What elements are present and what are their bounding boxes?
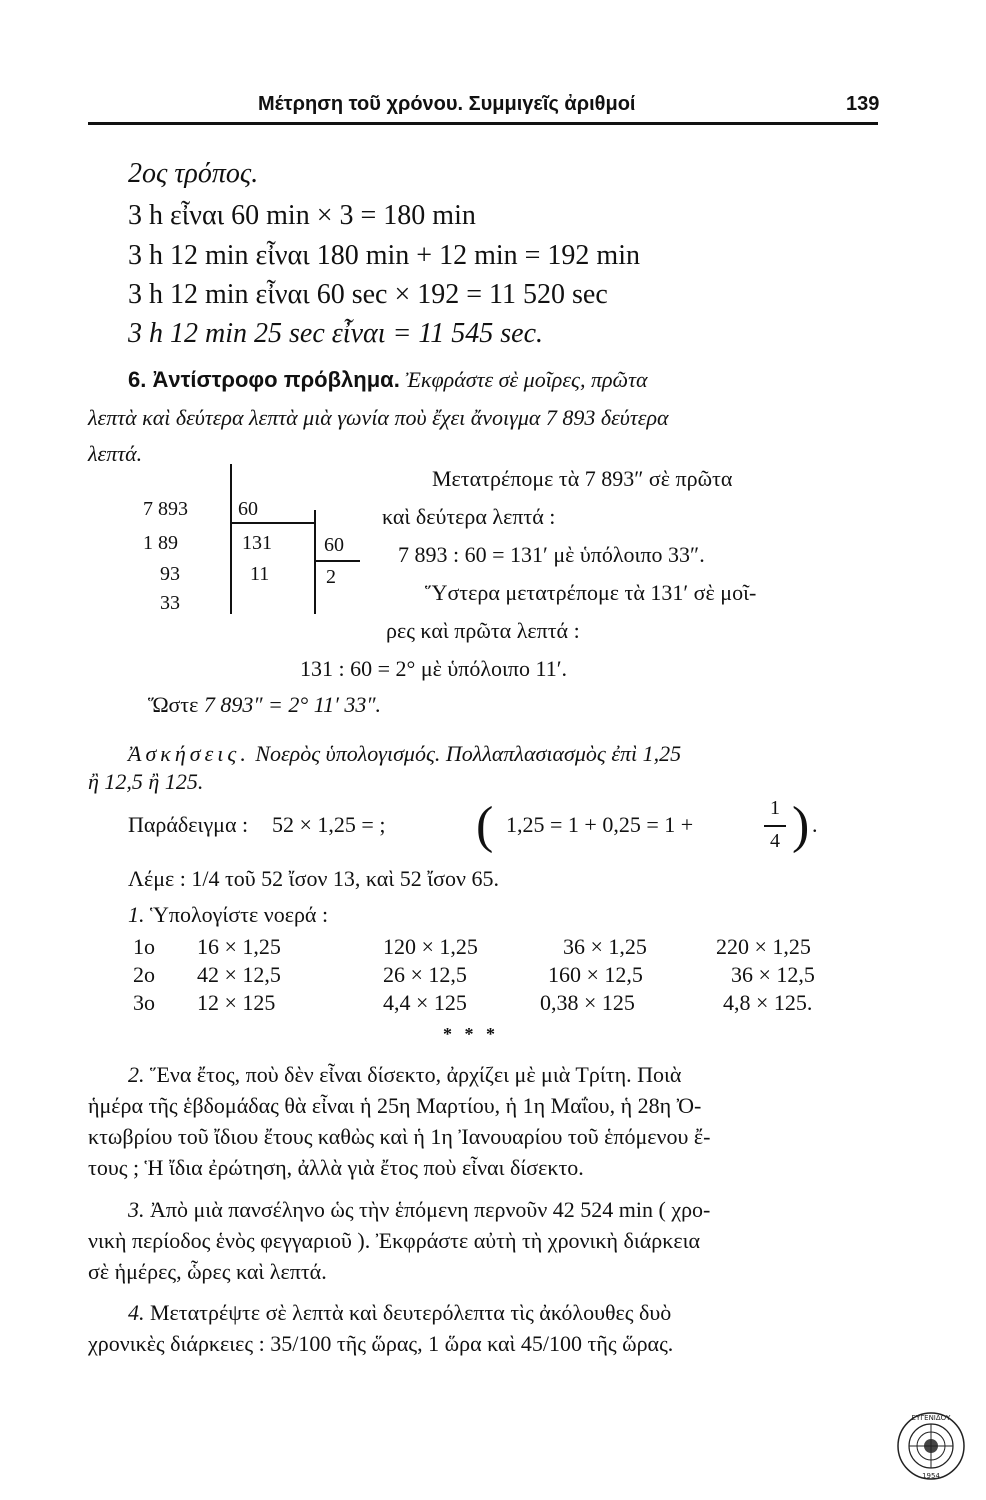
exercise-4-text: Μετατρέψτε σὲ λεπτὰ καὶ δευτερόλεπτα τὶς ἀκόλουθες δυὸ (150, 1300, 672, 1325)
exercise-2-line-1 (128, 1062, 681, 1088)
foundation-stamp (896, 1411, 966, 1481)
example-label: Παράδειγμα : (128, 812, 249, 837)
dividend-row-3: 93 (160, 563, 180, 585)
exercises-subtitle: Νοερὸς ὑπολογισμός. Πολλαπλασιασμὸς ἐπὶ 1,25 (255, 741, 682, 766)
explanation-line-5: ρες καὶ πρῶτα λεπτά : (386, 618, 580, 643)
exercise-1-instruction: Ὑπολογίστε νοερά : (150, 902, 329, 927)
explanation-line-2: καὶ δεύτερα λεπτά : (382, 504, 556, 529)
table-cell: 120 × 1,25 (383, 934, 478, 959)
page-number: 139 (846, 93, 880, 115)
method-line-2: 3 h 12 min εἶναι 180 min + 12 min = 192 min (128, 240, 640, 271)
remainder-2: 11 (250, 563, 270, 585)
example-expression: 52 × 1,25 = ; (272, 812, 386, 837)
problem-6-line-2: λεπτὰ καὶ δεύτερα λεπτὰ μιὰ γωνία ποὺ ἔχει ἄνοιγμα 7 893 δεύτερα (88, 405, 669, 430)
problem-6-text: Ἐκφράστε σὲ μοῖρες, πρῶτα (405, 367, 648, 392)
divisor-1: 60 (238, 498, 258, 520)
exercise-3-text: Ἀπὸ μιὰ πανσέληνο ὡς τὴν ἑπόμενη περνοῦν 42 524 min ( χρο- (150, 1197, 711, 1222)
svg-text:ΕΥΓΕΝΙΔΟΥ: ΕΥΓΕΝΙΔΟΥ (911, 1414, 951, 1422)
method-line-4: 3 h 12 min 25 sec εἶναι = 11 545 sec. (128, 318, 544, 349)
divisor-2: 60 (324, 534, 344, 556)
dividend-row-4: 33 (160, 592, 180, 614)
dividend-row-2: 1 89 (143, 532, 178, 554)
explanation-line-1: Μετατρέπομε τὰ 7 893″ σὲ πρῶτα (432, 466, 733, 491)
exercise-2-text: Ἕνα ἔτος, ποὺ δὲν εἶναι δίσεκτο, ἀρχίζει μὲ μιὰ Τρίτη. Ποιὰ (150, 1062, 682, 1087)
table-cell: 42 × 12,5 (197, 962, 281, 987)
exercise-1-line (128, 902, 328, 928)
table-row-label: 2ο (133, 962, 155, 987)
exercise-3-line-1 (128, 1197, 710, 1223)
fraction-denominator: 4 (770, 830, 780, 852)
mental-explanation: Λέμε : 1/4 τοῦ 52 ἴσον 13, καὶ 52 ἴσον 65. (128, 866, 499, 891)
example-period: . (812, 812, 818, 837)
table-cell: 36 × 12,5 (731, 962, 815, 987)
conclusion-line (148, 692, 381, 718)
paren-left: ( (476, 797, 494, 854)
table-cell: 12 × 125 (197, 990, 276, 1015)
section-separator: * * * (443, 1024, 499, 1044)
exercise-2-line-3: κτωβρίου τοῦ ἴδιου ἔτους καθὼς καὶ ἡ 1η Ἰανουαρίου τοῦ ἑπόμενου ἔ- (88, 1124, 711, 1149)
method-heading: 2ος τρόπος. (128, 158, 259, 189)
table-cell: 220 × 1,25 (716, 934, 811, 959)
explanation-line-3: 7 893 : 60 = 131′ μὲ ὑπόλοιπο 33″. (398, 542, 705, 567)
table-cell: 160 × 12,5 (548, 962, 643, 987)
table-cell: 0,38 × 125 (540, 990, 635, 1015)
exercise-1-number: 1. (128, 902, 145, 927)
exercise-4-line-2: χρονικὲς διάρκειες : 35/100 τῆς ὥρας, 1 ὥρα καὶ 45/100 τῆς ὥρας. (88, 1331, 674, 1356)
exercises-title: Ἀσκήσεις. (128, 741, 250, 766)
paren-right: ) (792, 797, 810, 854)
problem-6-line-3: λεπτά. (88, 441, 143, 466)
table-row-label: 1ο (133, 934, 155, 959)
exercise-2-line-2: ἡμέρα τῆς ἑβδομάδας θὰ εἶναι ἡ 25η Μαρτίου, ἡ 1η Μαΐου, ἡ 28η Ὀ- (88, 1093, 702, 1118)
division-rule-1 (230, 522, 314, 524)
division-bar-1 (230, 464, 232, 614)
table-cell: 36 × 1,25 (563, 934, 647, 959)
method-line-3: 3 h 12 min εἶναι 60 sec × 192 = 11 520 sec (128, 279, 608, 310)
dividend-row-1: 7 893 (143, 498, 188, 520)
exercise-4-number: 4. (128, 1300, 145, 1325)
problem-6-label: 6. Ἀντίστροφο πρόβλημα. (128, 367, 400, 392)
example-identity: 1,25 = 1 + 0,25 = 1 + (506, 812, 694, 837)
fraction-numerator: 1 (770, 797, 780, 819)
table-cell: 4,4 × 125 (383, 990, 467, 1015)
exercises-subtitle-2: ἢ 12,5 ἢ 125. (88, 769, 204, 794)
conclusion-word: Ὥστε (148, 692, 199, 717)
division-rule-2 (314, 560, 360, 562)
quotient-1: 131 (242, 532, 272, 554)
problem-6-line-1 (128, 364, 648, 396)
exercise-3-line-2: νικὴ περίοδος ἑνὸς φεγγαριοῦ ). Ἐκφράστε αὐτὴ τὴ χρονικὴ διάρκεια (88, 1228, 701, 1253)
quotient-2: 2 (326, 566, 336, 588)
running-header: Μέτρηση τοῦ χρόνου. Συμμιγεῖς ἀριθμοί (258, 93, 636, 115)
explanation-line-6: 131 : 60 = 2° μὲ ὑπόλοιπο 11′. (300, 656, 568, 681)
exercise-3-line-3: σὲ ἡμέρες, ὧρες καὶ λεπτά. (88, 1259, 327, 1284)
table-row-label: 3ο (133, 990, 155, 1015)
conclusion-result: 7 893″ = 2° 11′ 33″. (203, 692, 382, 717)
division-bar-2 (314, 510, 316, 614)
svg-text:1954: 1954 (922, 1472, 940, 1480)
table-cell: 26 × 12,5 (383, 962, 467, 987)
fraction-bar (764, 825, 786, 827)
exercise-3-number: 3. (128, 1197, 145, 1222)
exercises-heading (128, 738, 681, 770)
method-line-1: 3 h εἶναι 60 min × 3 = 180 min (128, 200, 476, 231)
exercise-2-number: 2. (128, 1062, 145, 1087)
table-cell: 4,8 × 125. (723, 990, 813, 1015)
exercise-2-line-4: τους ; Ἡ ἴδια ἐρώτηση, ἀλλὰ γιὰ ἔτος ποὺ εἶναι δίσεκτο. (88, 1155, 584, 1180)
exercise-4-line-1 (128, 1300, 671, 1326)
header-rule (88, 122, 878, 125)
explanation-line-4: Ὕστερα μετατρέπομε τὰ 131′ σὲ μοῖ- (425, 580, 757, 605)
table-cell: 16 × 1,25 (197, 934, 281, 959)
